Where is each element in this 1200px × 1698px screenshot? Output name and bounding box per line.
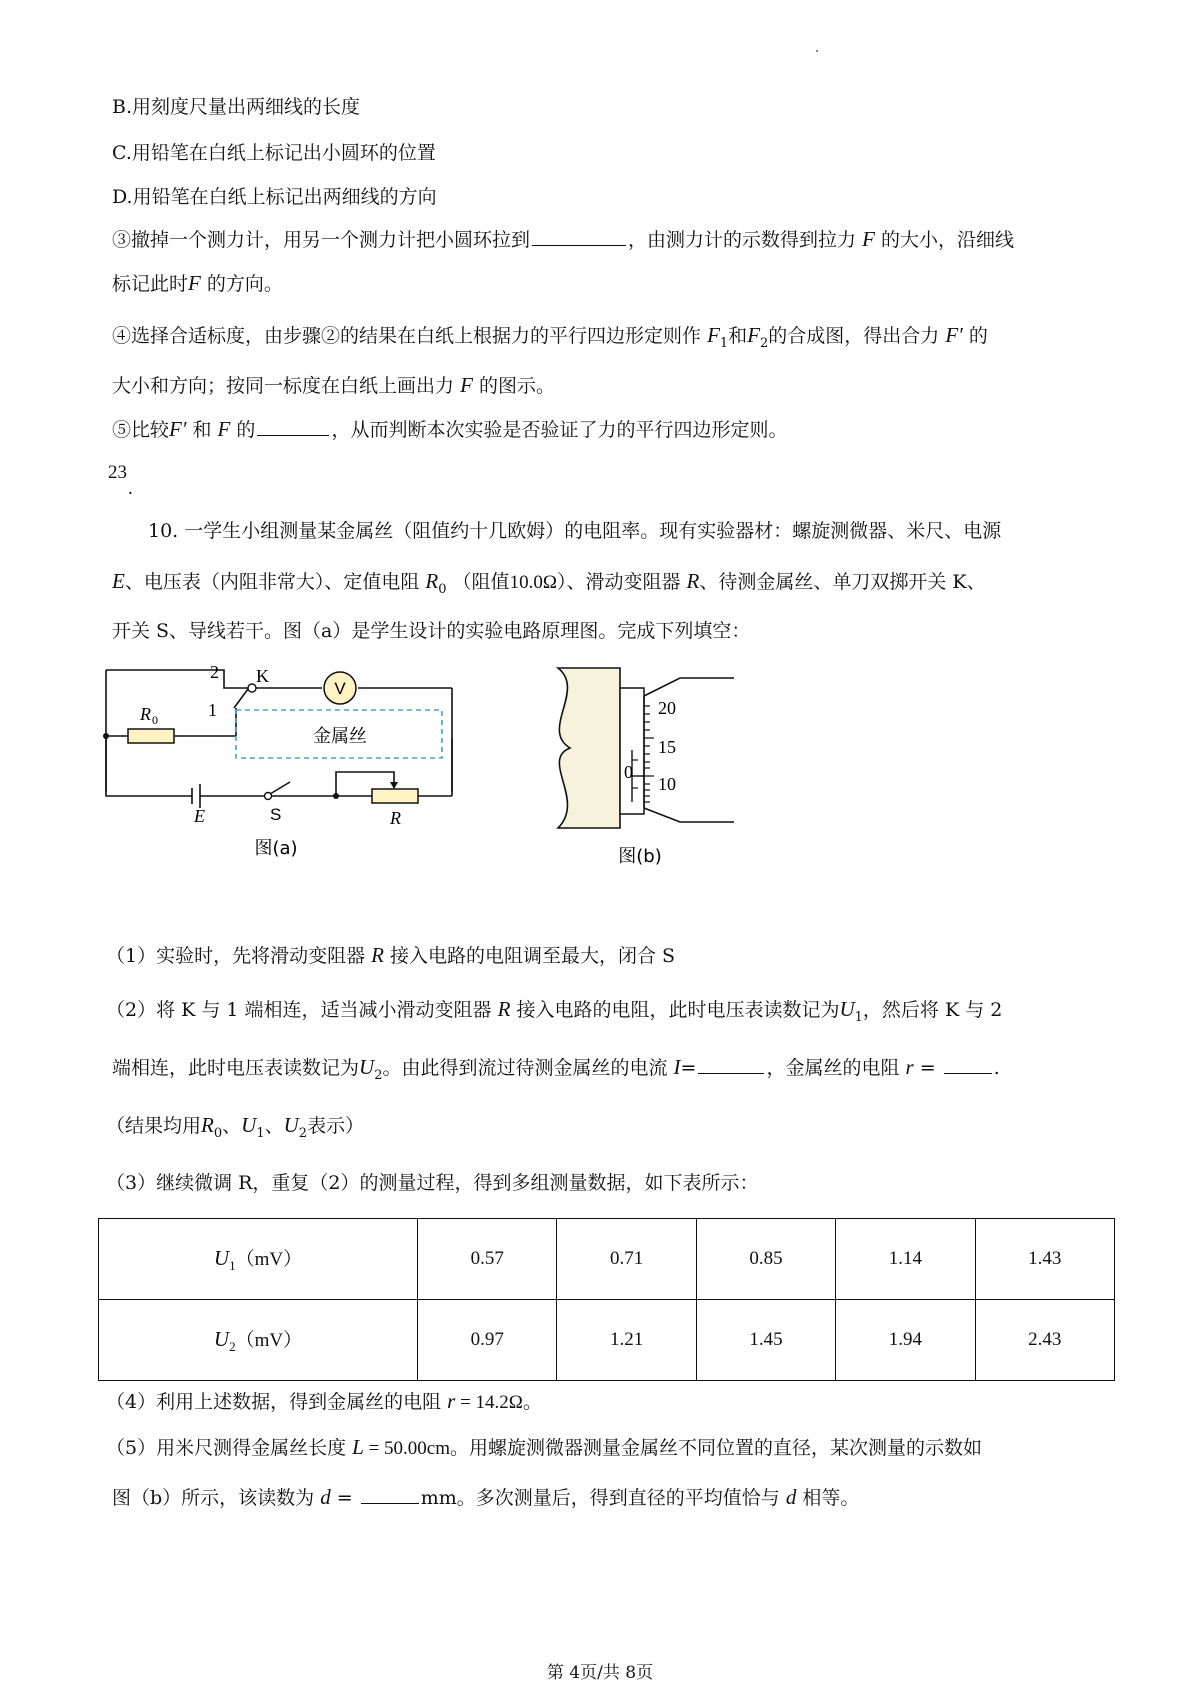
table-cell: 0.97: [418, 1300, 557, 1381]
svg-text:1: 1: [208, 700, 217, 720]
option-b: B.用刻度尺量出两细线的长度: [112, 96, 361, 118]
svg-text:图(a): 图(a): [254, 838, 298, 859]
table-cell: 1.45: [696, 1300, 835, 1381]
svg-text:15: 15: [658, 737, 676, 757]
svg-text:金属丝: 金属丝: [313, 726, 367, 747]
resistance-blank: [944, 1055, 992, 1074]
table-cell: 2.43: [975, 1300, 1114, 1381]
svg-text:0: 0: [624, 762, 633, 782]
step-3: ③撤掉一个测力计，用另一个测力计把小圆环拉到 ，由测力计的示数得到拉力 F 的大小，沿细线: [112, 227, 1014, 251]
svg-text:R: R: [390, 808, 401, 828]
row-header: $U_1(mV)$: [99, 1219, 418, 1300]
step-3-blank: [532, 227, 626, 246]
q10-part2-line2: 端相连，此时电压表读数记为$U_2$。由此得到流过待测金属丝的电流 I= ，金属丝的电阻 r = .: [112, 1055, 1000, 1083]
table-cell: 0.85: [696, 1219, 835, 1300]
svg-text:0: 0: [152, 713, 158, 727]
svg-text:K: K: [256, 666, 269, 686]
svg-text:V: V: [334, 679, 346, 698]
diameter-blank: [361, 1485, 419, 1504]
svg-text:E: E: [194, 806, 205, 826]
q10-part5-line2: 图（b）所示，该读数为 d = mm。多次测量后，得到直径的平均值恰与 d 相等。: [112, 1485, 860, 1509]
step-5: ⑤比较F′ 和 F 的 ，从而判断本次实验是否验证了力的平行四边形定则。: [112, 417, 788, 441]
q10-part5: （5）用米尺测得金属丝长度 L = 50.00cm。用螺旋测微器测量金属丝不同位置的直径，某次测量的示数如: [106, 1435, 983, 1459]
table-cell: 1.43: [975, 1219, 1114, 1300]
table-cell: 1.94: [836, 1300, 975, 1381]
step-5-blank: [257, 417, 329, 436]
step-4-line2: 大小和方向；按同一标度在白纸上画出力 F 的图示。: [112, 373, 555, 397]
scan-dot: [816, 50, 818, 52]
q10-part1: （1）实验时，先将滑动变阻器 R 接入电路的电阻调至最大，闭合 S: [106, 943, 676, 967]
option-c: C.用铅笔在白纸上标记出小圆环的位置: [112, 142, 436, 164]
table-cell: 1.14: [836, 1219, 975, 1300]
row-header: $U_2(mV)$: [99, 1300, 418, 1381]
question-23-number: 23: [108, 462, 127, 483]
q10-line1: 10. 一学生小组测量某金属丝（阻值约十几欧姆）的电阻率。现有实验器材：螺旋测微器、米尺、电源: [148, 520, 1002, 542]
data-table: [98, 1218, 1115, 1381]
q10-part2: （2）将 K 与 1 端相连，适当减小滑动变阻器 R 接入电路的电阻，此时电压表读数记为$U_1$，然后将 K 与 2: [106, 997, 1003, 1025]
q10-part3: （3）继续微调 R，重复（2）的测量过程，得到多组测量数据，如下表所示：: [106, 1172, 759, 1194]
q10-part4: （4）利用上述数据，得到金属丝的电阻 r = 14.2Ω。: [106, 1389, 542, 1413]
svg-text:图(b): 图(b): [618, 846, 662, 867]
q10-line3: 开关 S、导线若干。图（a）是学生设计的实验电路原理图。完成下列填空：: [112, 620, 751, 642]
option-d: D.用铅笔在白纸上标记出两细线的方向: [112, 186, 437, 208]
figure-a-circuit: [100, 654, 520, 874]
q10-part2-note: （结果均用$R_0$、$U_1$、$U_2$表示）: [106, 1113, 365, 1141]
svg-text:10: 10: [658, 774, 676, 794]
svg-text:20: 20: [658, 698, 676, 718]
current-blank: [698, 1055, 764, 1074]
question-23-dot: .: [128, 478, 133, 499]
table-cell: 0.57: [418, 1219, 557, 1300]
table-row: [99, 1219, 1115, 1300]
table-row: [99, 1300, 1115, 1381]
page-footer: 第 4页/共 8页: [546, 1663, 654, 1683]
step-4: ④选择合适标度，由步骤②的结果在白纸上根据力的平行四边形定则作 $F_1$和$F_2$的合成图，得出合力 F′ 的: [112, 323, 988, 351]
svg-text:S: S: [270, 805, 282, 824]
step-3-line2: 标记此时F 的方向。: [112, 271, 283, 295]
svg-text:2: 2: [210, 662, 219, 682]
q10-line2: E、电压表（内阻非常大）、定值电阻 $R_0$ （阻值10.0Ω）、滑动变阻器 R、待测金属丝、单刀双掷开关 K、: [112, 569, 986, 597]
svg-text:R: R: [140, 704, 151, 724]
figure-b-micrometer: [546, 660, 746, 874]
table-cell: 0.71: [557, 1219, 696, 1300]
table-cell: 1.21: [557, 1300, 696, 1381]
